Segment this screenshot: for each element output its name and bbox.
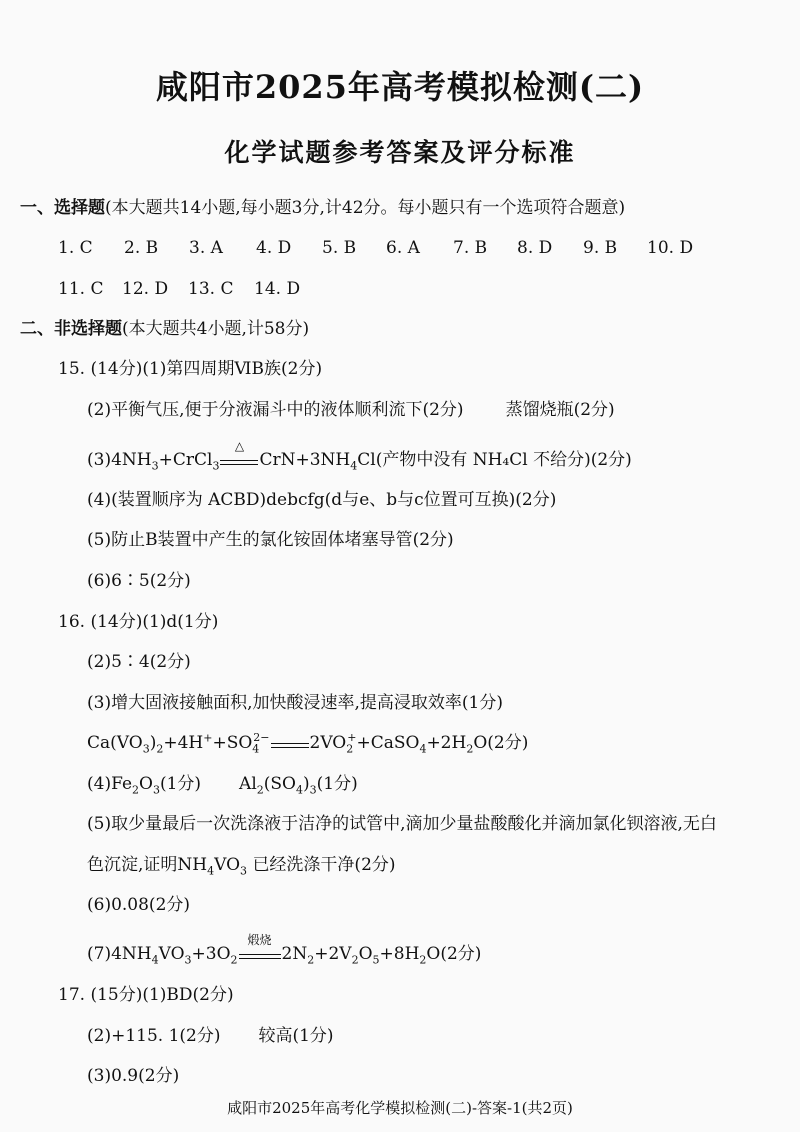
heat-condition: △ xyxy=(234,438,245,453)
q15-part6: (6)6∶5(2分) xyxy=(87,571,191,591)
q16-part7-suffix: (2分) xyxy=(440,944,482,964)
answers-row-2 xyxy=(58,279,300,299)
answer-item: 2. B xyxy=(124,238,159,258)
calcination-condition: 煅烧 xyxy=(247,932,272,947)
q16-part4: $(4)Fe_2O_3(1$分) $Al_2(SO_4)_3(1$分) xyxy=(87,774,358,797)
q15-part3-suffix: (产物中没有 NH₄Cl 不给分)(2分) xyxy=(375,450,632,470)
section1-note: (本大题共14小题,每小题3分,计42分。每小题只有一个选项符合题意) xyxy=(105,198,626,218)
q16-part3-eq-suffix: (2分) xyxy=(487,733,529,753)
page-title: 咸阳市2025年高考模拟检测(二) xyxy=(155,68,645,106)
section2-heading-line xyxy=(20,319,309,339)
section2-note: (本大题共4小题,计58分) xyxy=(122,319,310,339)
q16-part5-line2: 色沉淀,证明$NH_4VO_3$ 已经洗涤干净(2分) xyxy=(87,855,396,878)
q16-part3: (3)增大固液接触面积,加快酸浸速率,提高浸取效率(1分) xyxy=(87,693,503,713)
page-subtitle: 化学试题参考答案及评分标准 xyxy=(224,138,576,167)
q17-part2-b: 较高(1分) xyxy=(258,1026,334,1046)
answer-item: 4. D xyxy=(256,238,292,258)
q16-head: 16. (14分)(1)d(1分) xyxy=(58,612,219,632)
q15-part3-prefix: (3) xyxy=(87,450,112,470)
q17-part2-a: (2)+115. 1(2分) xyxy=(87,1026,221,1046)
reaction-equals-sign xyxy=(239,932,281,962)
q16-part4-b-suffix: (1分) xyxy=(316,774,358,794)
answers-row-1 xyxy=(58,238,693,258)
q16-part5-line1: (5)取少量最后一次洗涤液于洁净的试管中,滴加少量盐酸酸化并滴加氯化钡溶液,无白 xyxy=(87,814,717,834)
q15-part2-a: (2)平衡气压,便于分液漏斗中的液体顺利流下(2分) xyxy=(87,400,464,420)
q17-head: 17. (15分)(1)BD(2分) xyxy=(58,985,234,1005)
answer-item: 8. D xyxy=(517,238,553,258)
answer-item: 6. A xyxy=(386,238,420,258)
q16-part7-prefix: (7) xyxy=(87,944,112,964)
q16-part2: (2)5∶4(2分) xyxy=(87,652,191,672)
page-footer: 咸阳市2025年高考化学模拟检测(二)-答案-1(共2页) xyxy=(227,1099,573,1117)
q15-part4: (4)(装置顺序为 ACBD)debcfg(d与e、b与c位置可互换)(2分) xyxy=(87,490,557,510)
q17-part3: (3)0.9(2分) xyxy=(87,1066,180,1086)
reaction-equals-sign xyxy=(220,438,258,468)
q15-head: 15. (14分)(1)第四周期ⅥB族(2分) xyxy=(58,359,323,379)
answer-item: 7. B xyxy=(453,238,488,258)
q15-part2 xyxy=(87,400,615,420)
reaction-equals-sign xyxy=(271,737,309,751)
answer-item: 1. C xyxy=(58,238,93,258)
q16-part7: $(7)4NH_4VO_3+3O_2$ 煅烧 $2N_2+2V_2O_5+8H_2O(2$分) xyxy=(87,932,482,967)
answer-item: 13. C xyxy=(188,279,234,299)
q15-part2-b: 蒸馏烧瓶(2分) xyxy=(505,400,615,420)
q15-part3: $(3)4NH_3+CrCl_3$ △ $CrN+3NH_4Cl$(产物中没有 NH₄Cl 不给分)(2分) xyxy=(87,438,632,473)
answer-item: 5. B xyxy=(322,238,357,258)
q16-part6: (6)0.08(2分) xyxy=(87,895,191,915)
section1-heading: 一、选择题 xyxy=(20,198,105,218)
answer-item: 12. D xyxy=(122,279,169,299)
q16-part5-line2-pre: 色沉淀,证明 xyxy=(87,855,178,875)
q16-part3-equation: $Ca(VO_3)_2+4H^++SO_4^{2-}$ $2VO_2^++CaSO_4+2H_2O(2$分) xyxy=(87,731,529,756)
section1-heading-line xyxy=(20,198,625,218)
answer-item: 10. D xyxy=(647,238,694,258)
answer-item: 14. D xyxy=(254,279,301,299)
q17-part2 xyxy=(87,1026,334,1046)
answer-item: 11. C xyxy=(58,279,104,299)
q16-part5-line2-post: 已经洗涤干净(2分) xyxy=(252,855,396,875)
answer-item: 3. A xyxy=(189,238,223,258)
section2-heading: 二、非选择题 xyxy=(20,319,122,339)
q15-part5: (5)防止B装置中产生的氯化铵固体堵塞导管(2分) xyxy=(87,530,454,550)
answer-item: 9. B xyxy=(583,238,618,258)
q16-part4-a-suffix: (1分) xyxy=(159,774,202,794)
